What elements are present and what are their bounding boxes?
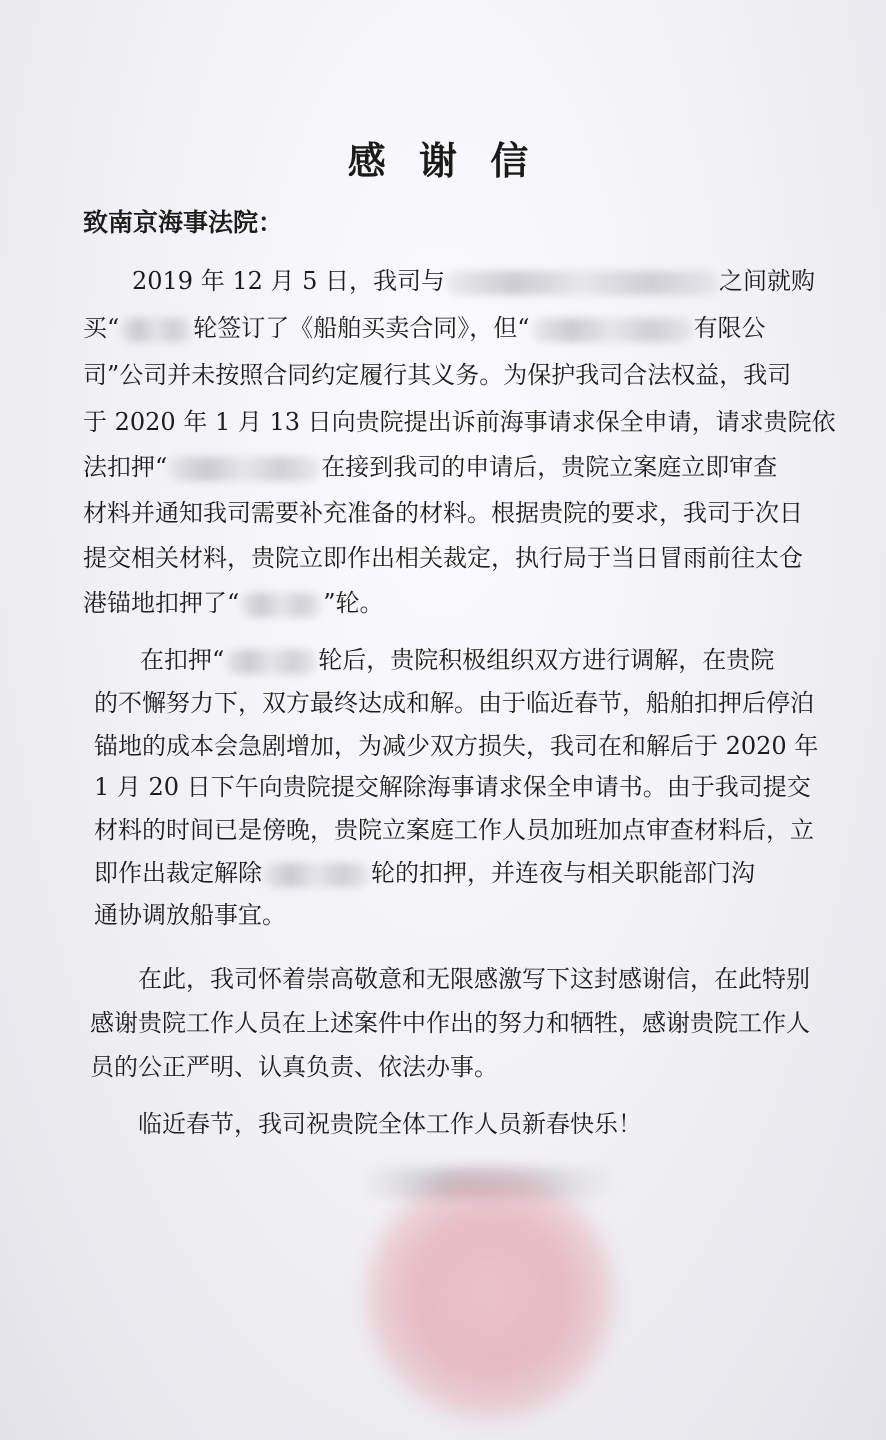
redaction-blur <box>447 271 717 295</box>
body-line-7: 提交相关材料，贵院立即作出相关裁定，执行局于当日冒雨前往太仓 <box>83 544 803 572</box>
body-line-14: 即作出裁定解除 轮的扣押，并连夜与相关职能部门沟 <box>94 859 755 887</box>
salutation: 致南京海事法院： <box>83 208 284 237</box>
body-line-6: 材料并通知我司需要补充准备的材料。根据贵院的要求，我司于次日 <box>83 499 803 527</box>
body-line-12: 1 月 20 日下午向贵院提交解除海事请求保全申请书。由于我司提交 <box>94 773 811 801</box>
body-line-5: 法扣押“ 在接到我司的申请后，贵院立案庭立即审查 <box>83 453 778 481</box>
body-line-4: 于 2020 年 1 月 13 日向贵院提出诉前海事请求保全申请，请求贵院依 <box>83 408 836 436</box>
body-line-15: 通协调放船事宜。 <box>94 901 286 929</box>
body-line-18: 员的公正严明、认真负责、依法办事。 <box>90 1053 498 1081</box>
body-line-2: 买“ 轮签订了《船舶买卖合同》，但“ 有限公 <box>83 314 766 342</box>
redaction-blur <box>121 318 191 342</box>
redaction-blur <box>169 457 319 481</box>
body-line-13: 材料的时间已是傍晚，贵院立案庭工作人员加班加点审查材料后，立 <box>94 816 814 844</box>
body-line-19: 临近春节，我司祝贵院全体工作人员新春快乐！ <box>138 1110 642 1138</box>
redaction-blur <box>264 863 369 887</box>
redaction-blur <box>241 593 321 617</box>
body-line-1: 2019 年 12 月 5 日，我司与 之间就购 <box>132 267 816 295</box>
body-line-11: 锚地的成本会急剧增加，为减少双方损失，我司在和解后于 2020 年 <box>94 732 819 760</box>
redaction-blur <box>226 650 316 674</box>
body-line-3: 司”公司并未按照合同约定履行其义务。为保护我司合法权益，我司 <box>83 361 792 389</box>
seal-stamp-icon <box>365 1170 615 1420</box>
body-line-9: 在扣押“ 轮后，贵院积极组织双方进行调解，在贵院 <box>140 646 775 674</box>
body-line-16: 在此，我司怀着崇高敬意和无限感激写下这封感谢信，在此特别 <box>138 965 810 993</box>
body-line-10: 的不懈努力下，双方最终达成和解。由于临近春节，船舶扣押后停泊 <box>94 689 814 717</box>
company-seal <box>345 1150 635 1440</box>
redaction-blur <box>532 318 692 342</box>
page-title: 感 谢 信 <box>347 138 539 183</box>
body-line-8: 港锚地扣押了“ ”轮。 <box>83 589 384 617</box>
body-line-17: 感谢贵院工作人员在上述案件中作出的努力和牺牲，感谢贵院工作人 <box>90 1009 810 1037</box>
